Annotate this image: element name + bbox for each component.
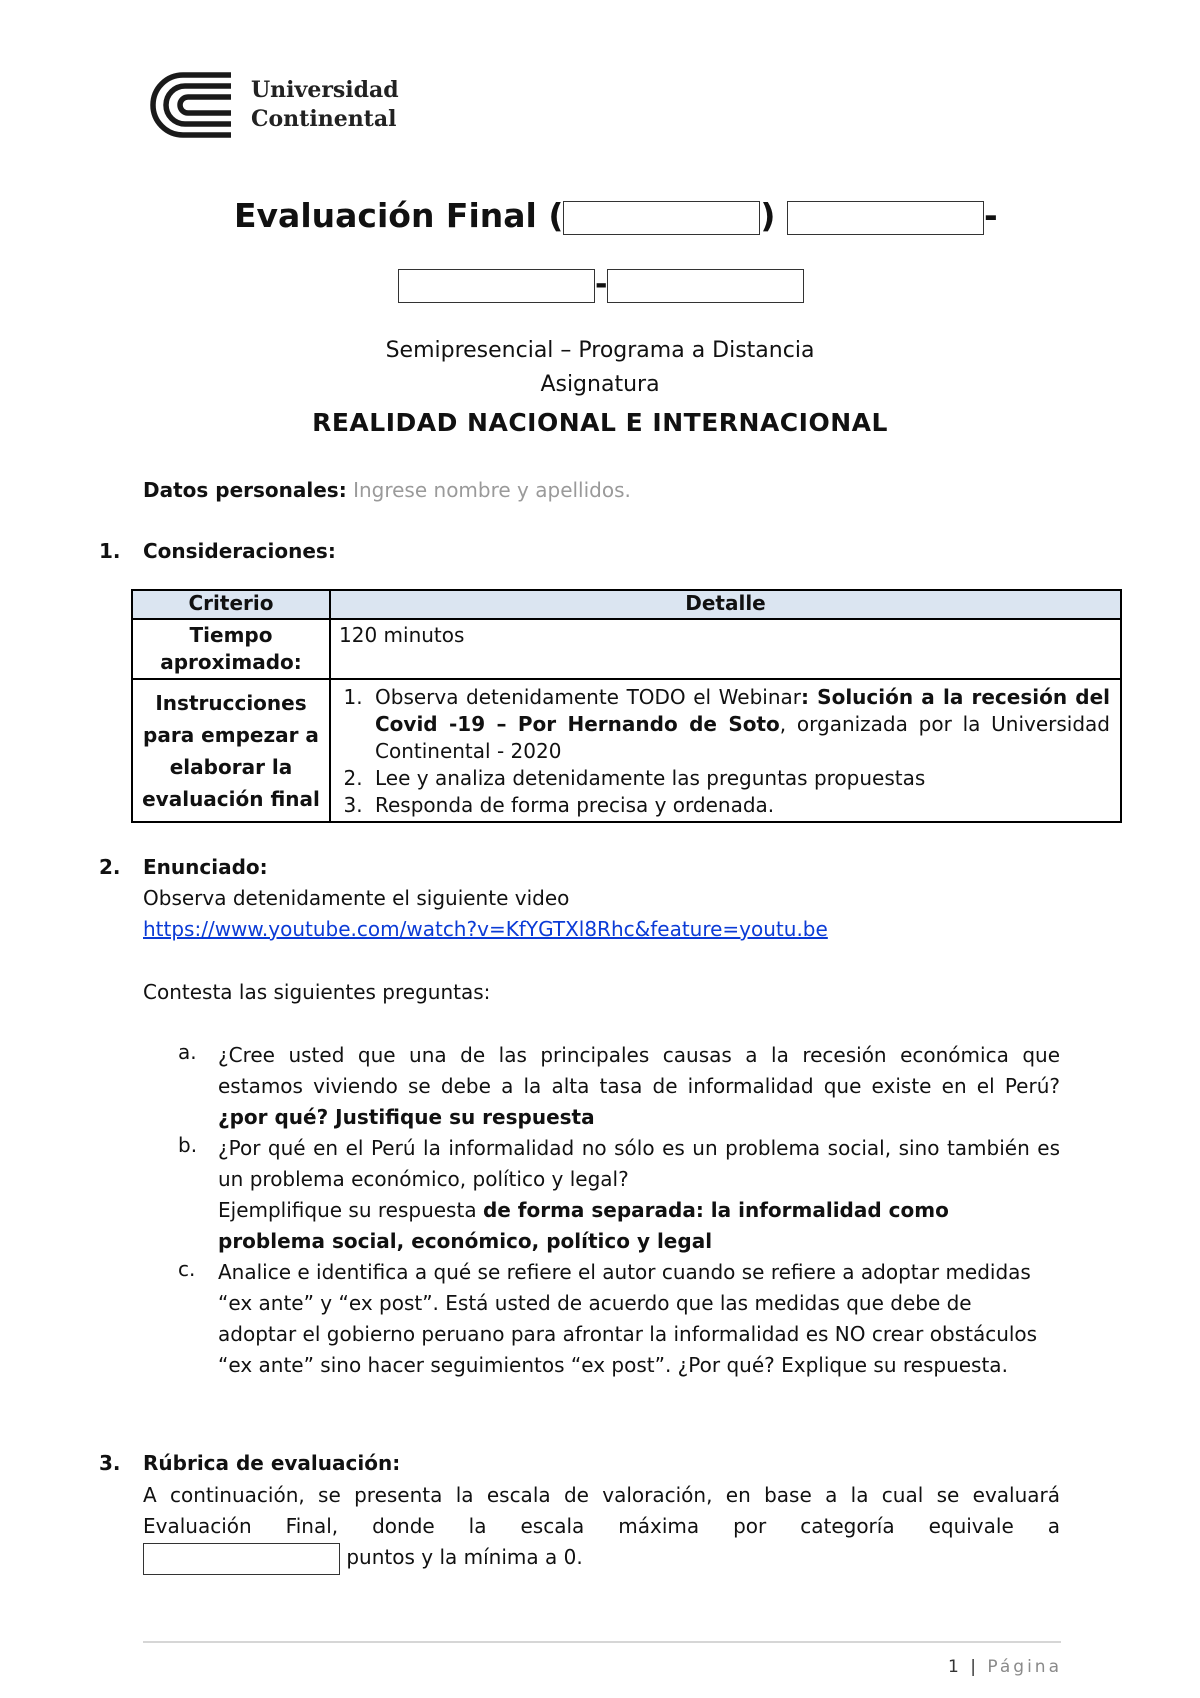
question-b	[218, 1133, 1060, 1257]
section-2-title: Enunciado:	[143, 855, 268, 879]
course-name: REALIDAD NACIONAL E INTERNACIONAL	[312, 408, 888, 437]
detalle-instructions	[330, 679, 1121, 822]
title-dash-2: -	[595, 267, 608, 302]
considerations-table	[131, 589, 1122, 823]
section-2-number: 2.	[99, 855, 121, 879]
question-b-bold: de forma separada: la informalidad como problema social, económico, político y legal	[218, 1198, 949, 1253]
table-row	[132, 679, 1121, 822]
title-blank-3[interactable]	[398, 269, 595, 303]
instruction-1-tail: , organizada por la Universidad Continental - 2020	[375, 712, 1110, 763]
question-b-label: b.	[178, 1133, 198, 1157]
list-item	[369, 684, 1110, 765]
university-name	[251, 76, 399, 134]
question-a-text: ¿Cree usted que una de las principales causas a la recesión económica que estamos viviendo se debe a la alta tasa de informalidad que existe en el Perú?	[218, 1043, 1060, 1098]
question-b-example	[218, 1195, 1060, 1257]
section-1-title: Consideraciones:	[143, 539, 336, 563]
criterio-instructions: Instrucciones para empezar a elaborar la evaluación final	[132, 679, 330, 822]
section-3-tail-row	[143, 1542, 583, 1575]
instructions-list	[337, 684, 1110, 819]
section-3-tail: puntos y la mínima a 0.	[346, 1545, 583, 1569]
questions-prompt: Contesta las siguientes preguntas:	[143, 980, 491, 1004]
page-footer	[948, 1657, 1062, 1677]
section-3-title: Rúbrica de evaluación:	[143, 1451, 401, 1475]
list-item	[369, 765, 1110, 792]
table-header-detalle: Detalle	[330, 590, 1121, 619]
video-link-row	[143, 914, 828, 945]
university-name-line1: Universidad	[251, 77, 399, 103]
video-link[interactable]: https://www.youtube.com/watch?v=KfYGTXl8Rhc&feature=youtu.be	[143, 917, 828, 941]
table-header-criterio: Criterio	[132, 590, 330, 619]
personal-data-input[interactable]: Ingrese nombre y apellidos.	[353, 478, 631, 502]
page-label: Página	[987, 1657, 1062, 1677]
question-c-text: Analice e identifica a qué se refiere el autor cuando se refiere a adoptar medidas “ex ante” y “ex post”. Está usted de acuerdo que las medidas que debe de adoptar el gobierno peruano para afrontar la informalidad es NO crear obstáculos “ex ante” sino hacer seguimientos “ex post”. ¿Por qué? Explique su respuesta.	[218, 1260, 1038, 1377]
title-blank-1[interactable]	[563, 201, 760, 235]
section-3-text: A continuación, se presenta la escala de valoración, en base a la cual se evaluará Evaluación Final, donde la escala máxima por categoría equivale a	[143, 1483, 1060, 1538]
personal-data	[143, 475, 631, 506]
question-a	[218, 1040, 1060, 1133]
list-item	[369, 792, 1110, 819]
university-logo-icon	[143, 70, 235, 140]
question-a-label: a.	[178, 1040, 197, 1064]
instruction-1-text: Observa detenidamente TODO el Webinar	[375, 685, 801, 709]
instruction-3-text: Responda de forma precisa y ordenada.	[375, 793, 775, 817]
section-1-number: 1.	[99, 539, 121, 563]
title-prefix: Evaluación Final (	[234, 196, 564, 235]
university-logo	[143, 70, 399, 140]
criterio-time: Tiempo aproximado:	[132, 619, 330, 679]
personal-data-label: Datos personales:	[143, 478, 347, 502]
title-line-2	[398, 267, 804, 303]
page-title	[234, 196, 998, 235]
instruction-2-text: Lee y analiza detenidamente las preguntas propuestas	[375, 766, 926, 790]
section-3-number: 3.	[99, 1451, 121, 1475]
table-row	[132, 619, 1121, 679]
detalle-time: 120 minutos	[330, 619, 1121, 679]
max-score-blank[interactable]	[143, 1543, 340, 1575]
instruction-1-bold: : Solución a la recesión del Covid -19 – Por Hernando de Soto	[375, 685, 1110, 736]
modality-subtitle: Semipresencial – Programa a Distancia	[385, 338, 815, 363]
page-number: 1	[948, 1657, 962, 1677]
section-2-intro: Observa detenidamente el siguiente video	[143, 886, 570, 910]
title-close-paren: )	[760, 196, 776, 235]
table-header-row	[132, 590, 1121, 619]
title-blank-4[interactable]	[607, 269, 804, 303]
title-blank-2[interactable]	[787, 201, 984, 235]
question-a-bold: ¿por qué? Justifique su respuesta	[218, 1105, 595, 1129]
question-b-text: ¿Por qué en el Perú la informalidad no sólo es un problema social, sino también es un problema económico, político y legal?	[218, 1136, 1060, 1191]
question-b-text2: Ejemplifique su respuesta	[218, 1198, 483, 1222]
footer-separator: |	[970, 1657, 979, 1677]
university-name-line2: Continental	[251, 106, 397, 132]
question-c-label: c.	[178, 1257, 196, 1281]
title-dash-1: -	[984, 196, 998, 235]
subject-label: Asignatura	[540, 372, 660, 397]
footer-divider	[143, 1641, 1061, 1643]
